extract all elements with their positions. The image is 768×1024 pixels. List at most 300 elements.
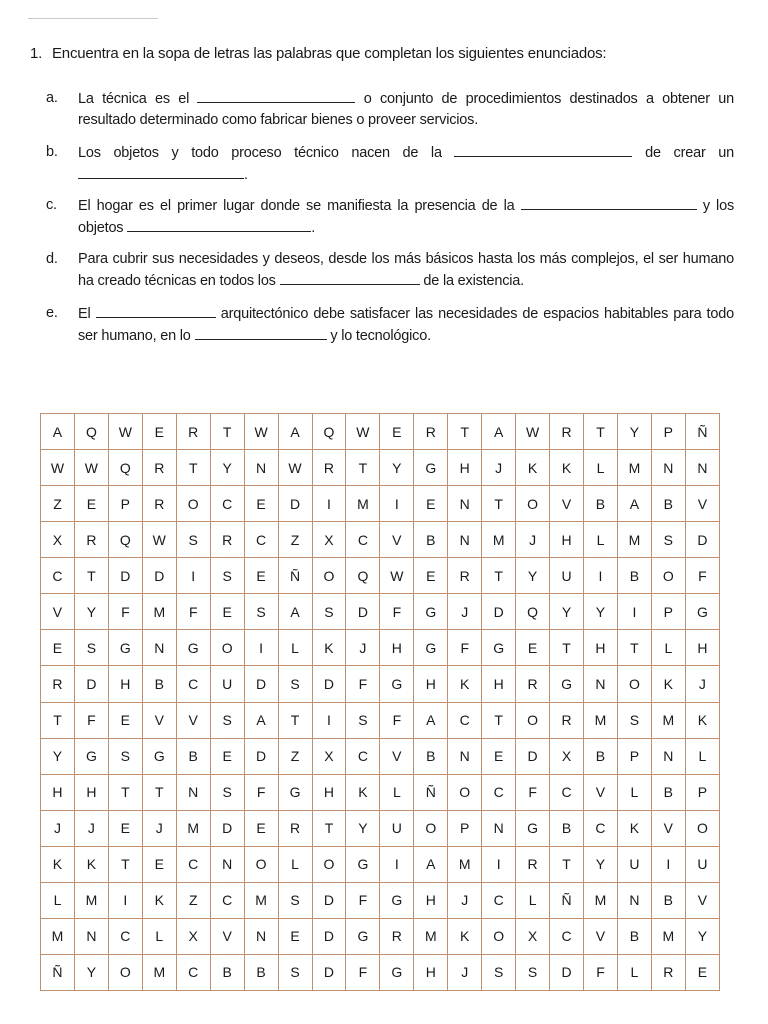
letter-cell[interactable]: T: [176, 450, 210, 486]
answer-blank[interactable]: [195, 325, 327, 340]
letter-cell[interactable]: W: [41, 450, 75, 486]
letter-cell[interactable]: S: [108, 738, 142, 774]
letter-cell[interactable]: B: [617, 558, 651, 594]
letter-cell[interactable]: T: [482, 486, 516, 522]
letter-cell[interactable]: N: [244, 918, 278, 954]
letter-cell[interactable]: K: [448, 918, 482, 954]
letter-cell[interactable]: C: [550, 918, 584, 954]
letter-cell[interactable]: H: [108, 666, 142, 702]
letter-cell[interactable]: H: [584, 630, 618, 666]
letter-cell[interactable]: X: [41, 522, 75, 558]
letter-cell[interactable]: K: [312, 630, 346, 666]
letter-cell[interactable]: V: [550, 486, 584, 522]
letter-cell[interactable]: Q: [108, 522, 142, 558]
letter-cell[interactable]: T: [41, 702, 75, 738]
letter-cell[interactable]: A: [617, 486, 651, 522]
letter-cell[interactable]: D: [210, 810, 244, 846]
letter-cell[interactable]: M: [142, 594, 176, 630]
letter-cell[interactable]: F: [380, 702, 414, 738]
letter-cell[interactable]: Y: [584, 846, 618, 882]
letter-cell[interactable]: F: [346, 666, 380, 702]
letter-cell[interactable]: R: [550, 702, 584, 738]
letter-cell[interactable]: N: [142, 630, 176, 666]
letter-cell[interactable]: L: [41, 882, 75, 918]
letter-cell[interactable]: F: [516, 774, 550, 810]
letter-cell[interactable]: Ñ: [550, 882, 584, 918]
letter-cell[interactable]: C: [108, 918, 142, 954]
letter-cell[interactable]: D: [516, 738, 550, 774]
letter-cell[interactable]: Y: [41, 738, 75, 774]
letter-cell[interactable]: T: [448, 414, 482, 450]
letter-cell[interactable]: G: [516, 810, 550, 846]
letter-cell[interactable]: W: [346, 414, 380, 450]
letter-cell[interactable]: M: [346, 486, 380, 522]
letter-cell[interactable]: E: [380, 414, 414, 450]
letter-cell[interactable]: T: [108, 774, 142, 810]
letter-cell[interactable]: M: [617, 450, 651, 486]
letter-cell[interactable]: U: [550, 558, 584, 594]
letter-cell[interactable]: A: [482, 414, 516, 450]
letter-cell[interactable]: K: [550, 450, 584, 486]
letter-cell[interactable]: V: [210, 918, 244, 954]
letter-cell[interactable]: O: [685, 810, 719, 846]
letter-cell[interactable]: M: [651, 918, 685, 954]
letter-cell[interactable]: K: [651, 666, 685, 702]
letter-cell[interactable]: D: [244, 738, 278, 774]
letter-cell[interactable]: V: [41, 594, 75, 630]
letter-cell[interactable]: M: [74, 882, 108, 918]
letter-cell[interactable]: O: [482, 918, 516, 954]
letter-cell[interactable]: B: [584, 486, 618, 522]
letter-cell[interactable]: W: [244, 414, 278, 450]
letter-cell[interactable]: N: [448, 738, 482, 774]
letter-cell[interactable]: Y: [346, 810, 380, 846]
letter-cell[interactable]: E: [108, 702, 142, 738]
letter-cell[interactable]: U: [210, 666, 244, 702]
letter-cell[interactable]: V: [685, 882, 719, 918]
letter-cell[interactable]: D: [244, 666, 278, 702]
letter-cell[interactable]: V: [584, 774, 618, 810]
letter-cell[interactable]: G: [142, 738, 176, 774]
letter-cell[interactable]: A: [414, 846, 448, 882]
letter-cell[interactable]: I: [244, 630, 278, 666]
letter-cell[interactable]: N: [617, 882, 651, 918]
letter-cell[interactable]: Q: [346, 558, 380, 594]
letter-cell[interactable]: S: [278, 954, 312, 990]
letter-cell[interactable]: N: [244, 450, 278, 486]
letter-cell[interactable]: C: [346, 738, 380, 774]
letter-cell[interactable]: W: [142, 522, 176, 558]
letter-cell[interactable]: S: [516, 954, 550, 990]
letter-cell[interactable]: S: [210, 702, 244, 738]
letter-cell[interactable]: B: [651, 882, 685, 918]
letter-cell[interactable]: I: [380, 846, 414, 882]
letter-cell[interactable]: D: [312, 882, 346, 918]
letter-cell[interactable]: P: [448, 810, 482, 846]
letter-cell[interactable]: J: [41, 810, 75, 846]
letter-cell[interactable]: H: [74, 774, 108, 810]
letter-cell[interactable]: C: [41, 558, 75, 594]
letter-cell[interactable]: I: [584, 558, 618, 594]
letter-cell[interactable]: A: [41, 414, 75, 450]
answer-blank[interactable]: [280, 270, 420, 285]
letter-cell[interactable]: T: [584, 414, 618, 450]
letter-cell[interactable]: T: [617, 630, 651, 666]
letter-cell[interactable]: L: [380, 774, 414, 810]
letter-cell[interactable]: Ñ: [278, 558, 312, 594]
letter-cell[interactable]: P: [651, 414, 685, 450]
letter-cell[interactable]: T: [108, 846, 142, 882]
letter-cell[interactable]: J: [448, 882, 482, 918]
letter-cell[interactable]: C: [584, 810, 618, 846]
letter-cell[interactable]: E: [41, 630, 75, 666]
letter-cell[interactable]: O: [244, 846, 278, 882]
letter-cell[interactable]: T: [550, 846, 584, 882]
letter-cell[interactable]: T: [278, 702, 312, 738]
letter-cell[interactable]: I: [651, 846, 685, 882]
letter-cell[interactable]: F: [346, 954, 380, 990]
letter-cell[interactable]: L: [516, 882, 550, 918]
letter-cell[interactable]: O: [516, 702, 550, 738]
letter-cell[interactable]: M: [584, 702, 618, 738]
letter-cell[interactable]: X: [176, 918, 210, 954]
letter-cell[interactable]: B: [244, 954, 278, 990]
letter-cell[interactable]: Z: [41, 486, 75, 522]
letter-cell[interactable]: Z: [278, 738, 312, 774]
letter-cell[interactable]: J: [448, 954, 482, 990]
letter-cell[interactable]: R: [651, 954, 685, 990]
letter-cell[interactable]: C: [176, 954, 210, 990]
letter-cell[interactable]: B: [176, 738, 210, 774]
letter-cell[interactable]: I: [108, 882, 142, 918]
letter-cell[interactable]: R: [550, 414, 584, 450]
letter-cell[interactable]: Ñ: [685, 414, 719, 450]
letter-cell[interactable]: H: [312, 774, 346, 810]
letter-cell[interactable]: S: [312, 594, 346, 630]
letter-cell[interactable]: X: [312, 522, 346, 558]
letter-cell[interactable]: P: [685, 774, 719, 810]
letter-cell[interactable]: C: [176, 846, 210, 882]
letter-cell[interactable]: Y: [584, 594, 618, 630]
letter-cell[interactable]: S: [210, 558, 244, 594]
letter-cell[interactable]: S: [346, 702, 380, 738]
letter-cell[interactable]: J: [482, 450, 516, 486]
letter-cell[interactable]: L: [278, 846, 312, 882]
letter-cell[interactable]: G: [108, 630, 142, 666]
letter-cell[interactable]: Q: [74, 414, 108, 450]
letter-cell[interactable]: J: [346, 630, 380, 666]
letter-cell[interactable]: X: [312, 738, 346, 774]
letter-cell[interactable]: L: [142, 918, 176, 954]
letter-cell[interactable]: E: [142, 846, 176, 882]
letter-cell[interactable]: K: [346, 774, 380, 810]
letter-cell[interactable]: M: [414, 918, 448, 954]
letter-cell[interactable]: H: [448, 450, 482, 486]
answer-blank[interactable]: [197, 88, 355, 103]
letter-cell[interactable]: H: [380, 630, 414, 666]
letter-cell[interactable]: G: [346, 918, 380, 954]
letter-cell[interactable]: C: [448, 702, 482, 738]
letter-cell[interactable]: E: [685, 954, 719, 990]
letter-cell[interactable]: H: [41, 774, 75, 810]
letter-cell[interactable]: B: [550, 810, 584, 846]
letter-cell[interactable]: L: [651, 630, 685, 666]
letter-cell[interactable]: Y: [210, 450, 244, 486]
letter-cell[interactable]: W: [278, 450, 312, 486]
letter-cell[interactable]: H: [414, 666, 448, 702]
letter-cell[interactable]: R: [516, 666, 550, 702]
letter-cell[interactable]: F: [380, 594, 414, 630]
letter-cell[interactable]: D: [346, 594, 380, 630]
letter-cell[interactable]: A: [278, 414, 312, 450]
letter-cell[interactable]: Q: [516, 594, 550, 630]
letter-cell[interactable]: T: [482, 558, 516, 594]
letter-cell[interactable]: N: [448, 486, 482, 522]
letter-cell[interactable]: H: [685, 630, 719, 666]
answer-blank[interactable]: [521, 195, 697, 210]
letter-cell[interactable]: V: [380, 522, 414, 558]
letter-cell[interactable]: V: [176, 702, 210, 738]
letter-cell[interactable]: S: [482, 954, 516, 990]
letter-cell[interactable]: P: [108, 486, 142, 522]
letter-cell[interactable]: E: [278, 918, 312, 954]
letter-cell[interactable]: C: [346, 522, 380, 558]
letter-cell[interactable]: V: [380, 738, 414, 774]
letter-cell[interactable]: W: [380, 558, 414, 594]
letter-cell[interactable]: F: [685, 558, 719, 594]
letter-cell[interactable]: S: [74, 630, 108, 666]
letter-cell[interactable]: R: [74, 522, 108, 558]
letter-cell[interactable]: M: [142, 954, 176, 990]
letter-cell[interactable]: O: [210, 630, 244, 666]
letter-cell[interactable]: R: [41, 666, 75, 702]
letter-cell[interactable]: H: [414, 882, 448, 918]
letter-cell[interactable]: I: [312, 486, 346, 522]
letter-cell[interactable]: Y: [74, 594, 108, 630]
letter-cell[interactable]: D: [278, 486, 312, 522]
letter-cell[interactable]: E: [414, 486, 448, 522]
letter-cell[interactable]: O: [651, 558, 685, 594]
letter-cell[interactable]: D: [142, 558, 176, 594]
letter-cell[interactable]: M: [651, 702, 685, 738]
letter-cell[interactable]: O: [448, 774, 482, 810]
letter-cell[interactable]: N: [651, 738, 685, 774]
letter-cell[interactable]: M: [244, 882, 278, 918]
letter-cell[interactable]: M: [176, 810, 210, 846]
letter-cell[interactable]: Y: [516, 558, 550, 594]
letter-cell[interactable]: Ñ: [41, 954, 75, 990]
letter-cell[interactable]: L: [685, 738, 719, 774]
letter-cell[interactable]: I: [176, 558, 210, 594]
letter-cell[interactable]: Y: [550, 594, 584, 630]
letter-cell[interactable]: B: [584, 738, 618, 774]
letter-cell[interactable]: D: [685, 522, 719, 558]
answer-blank[interactable]: [96, 303, 216, 318]
letter-cell[interactable]: K: [41, 846, 75, 882]
letter-cell[interactable]: B: [651, 774, 685, 810]
letter-cell[interactable]: B: [210, 954, 244, 990]
letter-cell[interactable]: J: [74, 810, 108, 846]
letter-cell[interactable]: N: [210, 846, 244, 882]
letter-cell[interactable]: T: [312, 810, 346, 846]
letter-cell[interactable]: R: [210, 522, 244, 558]
letter-cell[interactable]: L: [584, 450, 618, 486]
letter-cell[interactable]: M: [617, 522, 651, 558]
letter-cell[interactable]: E: [108, 810, 142, 846]
letter-cell[interactable]: A: [278, 594, 312, 630]
letter-cell[interactable]: U: [685, 846, 719, 882]
letter-cell[interactable]: F: [108, 594, 142, 630]
letter-cell[interactable]: H: [550, 522, 584, 558]
letter-cell[interactable]: E: [414, 558, 448, 594]
letter-cell[interactable]: O: [176, 486, 210, 522]
letter-cell[interactable]: S: [278, 882, 312, 918]
letter-cell[interactable]: J: [516, 522, 550, 558]
letter-cell[interactable]: E: [482, 738, 516, 774]
letter-cell[interactable]: K: [448, 666, 482, 702]
letter-cell[interactable]: E: [244, 558, 278, 594]
letter-cell[interactable]: L: [584, 522, 618, 558]
letter-cell[interactable]: J: [685, 666, 719, 702]
letter-cell[interactable]: V: [142, 702, 176, 738]
letter-cell[interactable]: W: [108, 414, 142, 450]
letter-cell[interactable]: S: [244, 594, 278, 630]
letter-cell[interactable]: J: [142, 810, 176, 846]
letter-cell[interactable]: D: [550, 954, 584, 990]
letter-cell[interactable]: S: [278, 666, 312, 702]
letter-cell[interactable]: G: [414, 450, 448, 486]
letter-cell[interactable]: C: [176, 666, 210, 702]
letter-cell[interactable]: A: [244, 702, 278, 738]
letter-cell[interactable]: B: [651, 486, 685, 522]
letter-cell[interactable]: C: [482, 774, 516, 810]
letter-cell[interactable]: X: [516, 918, 550, 954]
letter-cell[interactable]: B: [142, 666, 176, 702]
letter-cell[interactable]: K: [74, 846, 108, 882]
letter-cell[interactable]: H: [414, 954, 448, 990]
letter-cell[interactable]: Y: [380, 450, 414, 486]
letter-cell[interactable]: E: [244, 486, 278, 522]
letter-cell[interactable]: E: [244, 810, 278, 846]
letter-cell[interactable]: O: [617, 666, 651, 702]
letter-cell[interactable]: T: [346, 450, 380, 486]
letter-cell[interactable]: A: [414, 702, 448, 738]
letter-cell[interactable]: G: [550, 666, 584, 702]
letter-cell[interactable]: U: [617, 846, 651, 882]
letter-cell[interactable]: Ñ: [414, 774, 448, 810]
letter-cell[interactable]: C: [244, 522, 278, 558]
letter-cell[interactable]: Y: [617, 414, 651, 450]
letter-cell[interactable]: Q: [312, 414, 346, 450]
letter-cell[interactable]: R: [278, 810, 312, 846]
letter-cell[interactable]: C: [550, 774, 584, 810]
letter-cell[interactable]: T: [482, 702, 516, 738]
letter-cell[interactable]: B: [617, 918, 651, 954]
letter-cell[interactable]: G: [380, 954, 414, 990]
letter-cell[interactable]: L: [278, 630, 312, 666]
letter-cell[interactable]: X: [550, 738, 584, 774]
letter-cell[interactable]: K: [142, 882, 176, 918]
letter-cell[interactable]: C: [210, 882, 244, 918]
letter-cell[interactable]: K: [685, 702, 719, 738]
letter-cell[interactable]: M: [482, 522, 516, 558]
letter-cell[interactable]: O: [516, 486, 550, 522]
letter-cell[interactable]: B: [414, 738, 448, 774]
letter-cell[interactable]: F: [244, 774, 278, 810]
letter-cell[interactable]: G: [482, 630, 516, 666]
letter-cell[interactable]: K: [617, 810, 651, 846]
letter-cell[interactable]: Q: [108, 450, 142, 486]
answer-blank[interactable]: [78, 164, 244, 179]
letter-cell[interactable]: G: [74, 738, 108, 774]
letter-cell[interactable]: I: [617, 594, 651, 630]
letter-cell[interactable]: R: [142, 486, 176, 522]
letter-cell[interactable]: T: [550, 630, 584, 666]
letter-cell[interactable]: S: [651, 522, 685, 558]
letter-cell[interactable]: N: [176, 774, 210, 810]
letter-cell[interactable]: Y: [685, 918, 719, 954]
letter-cell[interactable]: T: [74, 558, 108, 594]
letter-cell[interactable]: N: [584, 666, 618, 702]
letter-cell[interactable]: D: [312, 954, 346, 990]
letter-cell[interactable]: G: [278, 774, 312, 810]
letter-cell[interactable]: G: [380, 882, 414, 918]
letter-cell[interactable]: O: [312, 558, 346, 594]
letter-cell[interactable]: Y: [74, 954, 108, 990]
letter-cell[interactable]: L: [617, 954, 651, 990]
letter-cell[interactable]: Z: [278, 522, 312, 558]
letter-cell[interactable]: P: [651, 594, 685, 630]
letter-cell[interactable]: D: [74, 666, 108, 702]
letter-cell[interactable]: C: [210, 486, 244, 522]
letter-cell[interactable]: D: [312, 918, 346, 954]
letter-cell[interactable]: M: [448, 846, 482, 882]
answer-blank[interactable]: [127, 217, 311, 232]
letter-cell[interactable]: G: [380, 666, 414, 702]
letter-cell[interactable]: N: [685, 450, 719, 486]
letter-cell[interactable]: O: [108, 954, 142, 990]
letter-cell[interactable]: G: [414, 594, 448, 630]
letter-cell[interactable]: E: [142, 414, 176, 450]
letter-cell[interactable]: N: [74, 918, 108, 954]
letter-cell[interactable]: W: [516, 414, 550, 450]
letter-cell[interactable]: D: [482, 594, 516, 630]
letter-cell[interactable]: M: [41, 918, 75, 954]
letter-cell[interactable]: S: [176, 522, 210, 558]
letter-cell[interactable]: D: [108, 558, 142, 594]
letter-cell[interactable]: H: [482, 666, 516, 702]
letter-cell[interactable]: K: [516, 450, 550, 486]
letter-cell[interactable]: R: [516, 846, 550, 882]
letter-cell[interactable]: S: [617, 702, 651, 738]
letter-cell[interactable]: N: [448, 522, 482, 558]
letter-cell[interactable]: R: [142, 450, 176, 486]
letter-cell[interactable]: T: [210, 414, 244, 450]
letter-cell[interactable]: N: [651, 450, 685, 486]
letter-cell[interactable]: F: [74, 702, 108, 738]
letter-cell[interactable]: I: [380, 486, 414, 522]
letter-cell[interactable]: Z: [176, 882, 210, 918]
answer-blank[interactable]: [454, 142, 632, 157]
letter-cell[interactable]: G: [414, 630, 448, 666]
letter-cell[interactable]: R: [448, 558, 482, 594]
letter-cell[interactable]: O: [414, 810, 448, 846]
letter-cell[interactable]: P: [617, 738, 651, 774]
letter-cell[interactable]: G: [685, 594, 719, 630]
letter-cell[interactable]: R: [176, 414, 210, 450]
letter-cell[interactable]: U: [380, 810, 414, 846]
letter-cell[interactable]: G: [346, 846, 380, 882]
